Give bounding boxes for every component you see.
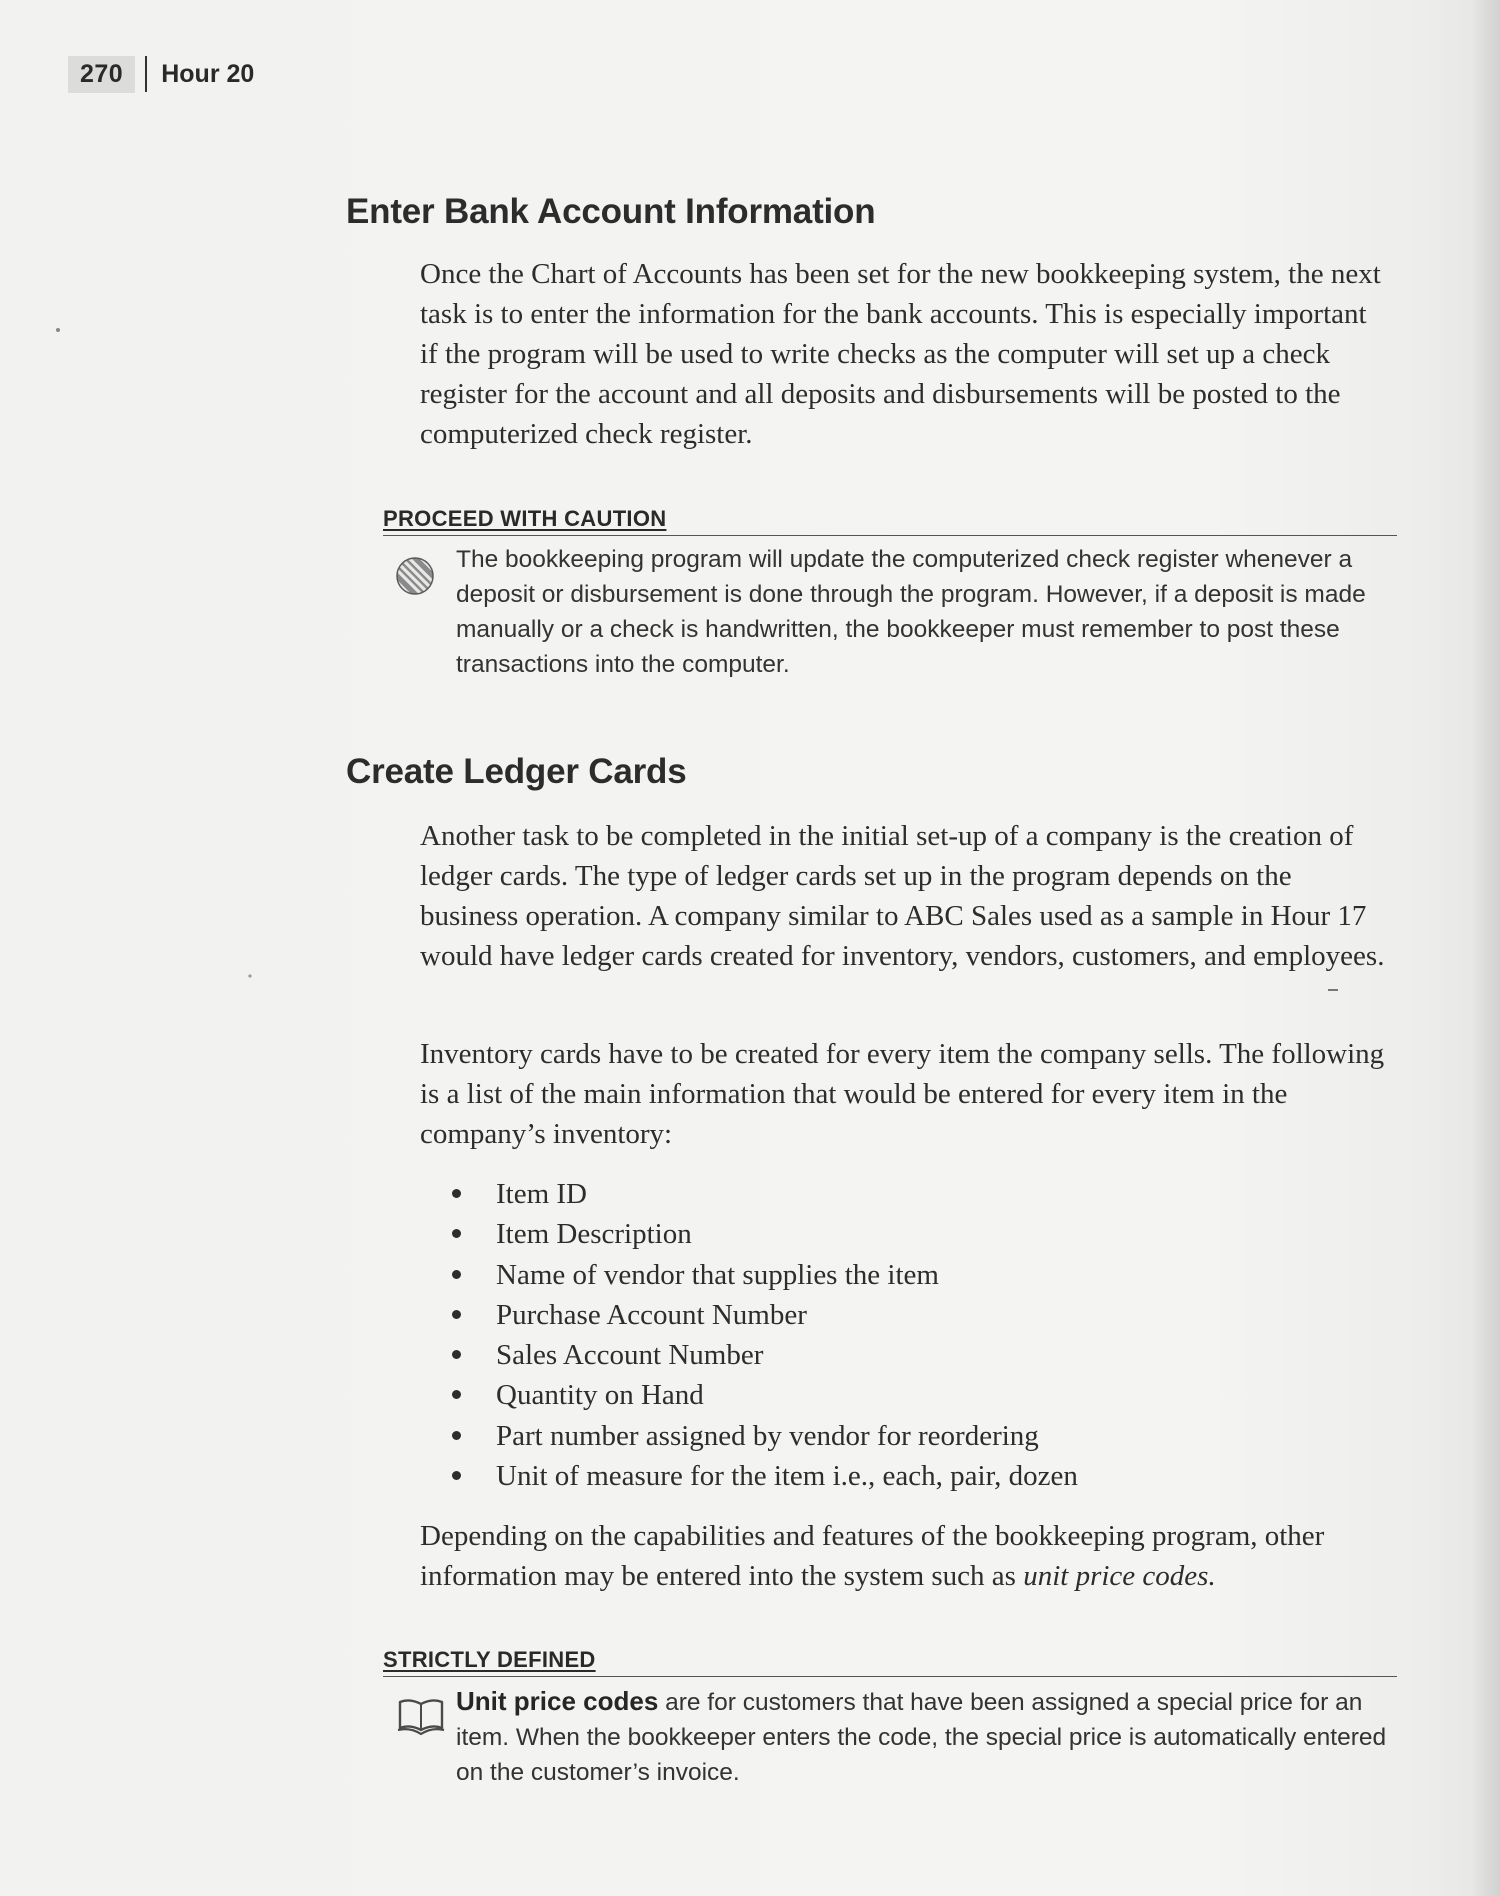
unit-price-codes-term: unit price codes. (1023, 1560, 1216, 1592)
strictly-defined-heading-label: STRICTLY DEFINED (383, 1647, 596, 1672)
definition-body: are for customers that have been assigned a special price for an item. When the bookkeeper enters the code, the special price is automatically entered on the customer’s invoice. (456, 1689, 1387, 1786)
list-item: Quantity on Hand (450, 1375, 1078, 1415)
speck (56, 328, 60, 332)
list-item: Part number assigned by vendor for reordering (450, 1416, 1078, 1456)
caution-text: The bookkeeping program will update the computerized check register whenever a deposit or disbursement is done through the program. However, if a deposit is made manually or a check is handwritten, the bookkeeper must remember to post these transactions into the computer. (456, 546, 1366, 678)
paragraph-ledger-cards: Another task to be completed in the initial set-up of a company is the creation of ledger cards. The type of ledger cards set up in the program depends on the business operation. A company similar to ABC Sales used as a sample in Hour 17 would have ledger cards created for inventory, vendors, customers, and employees. (420, 820, 1385, 972)
chapter-title: Hour 20 (161, 59, 255, 88)
defined-term: Unit price codes (456, 1686, 659, 1716)
list-item: Unit of measure for the item i.e., each, pair, dozen (450, 1456, 1078, 1496)
caution-heading-label: PROCEED WITH CAUTION (383, 506, 667, 531)
section-heading-ledger-cards: Create Ledger Cards (346, 752, 687, 791)
section-heading-bank-account: Enter Bank Account Information (346, 192, 876, 231)
speck (248, 974, 251, 977)
paragraph-bank-account: Once the Chart of Accounts has been set for the new bookkeeping system, the next task is to enter the information for the bank accounts. This is especially important if the program will be used to write checks as the computer will set up a check register for the account and all deposits and disbursements will be posted to the computerized check register. (420, 258, 1381, 450)
other-information-text: Depending on the capabilities and features of the bookkeeping program, other information may be entered into the system such as (420, 1520, 1325, 1592)
list-item: Item Description (450, 1214, 1078, 1254)
list-item: Item ID (450, 1174, 1078, 1214)
list-item: Purchase Account Number (450, 1295, 1078, 1335)
list-item: Sales Account Number (450, 1335, 1078, 1375)
list-item: Name of vendor that supplies the item (450, 1255, 1078, 1295)
page-number: 270 (68, 56, 135, 93)
paragraph-inventory-cards: Inventory cards have to be created for every item the company sells. The following is a list of the main information that would be entered for every item in the company’s inventory: (420, 1038, 1385, 1150)
